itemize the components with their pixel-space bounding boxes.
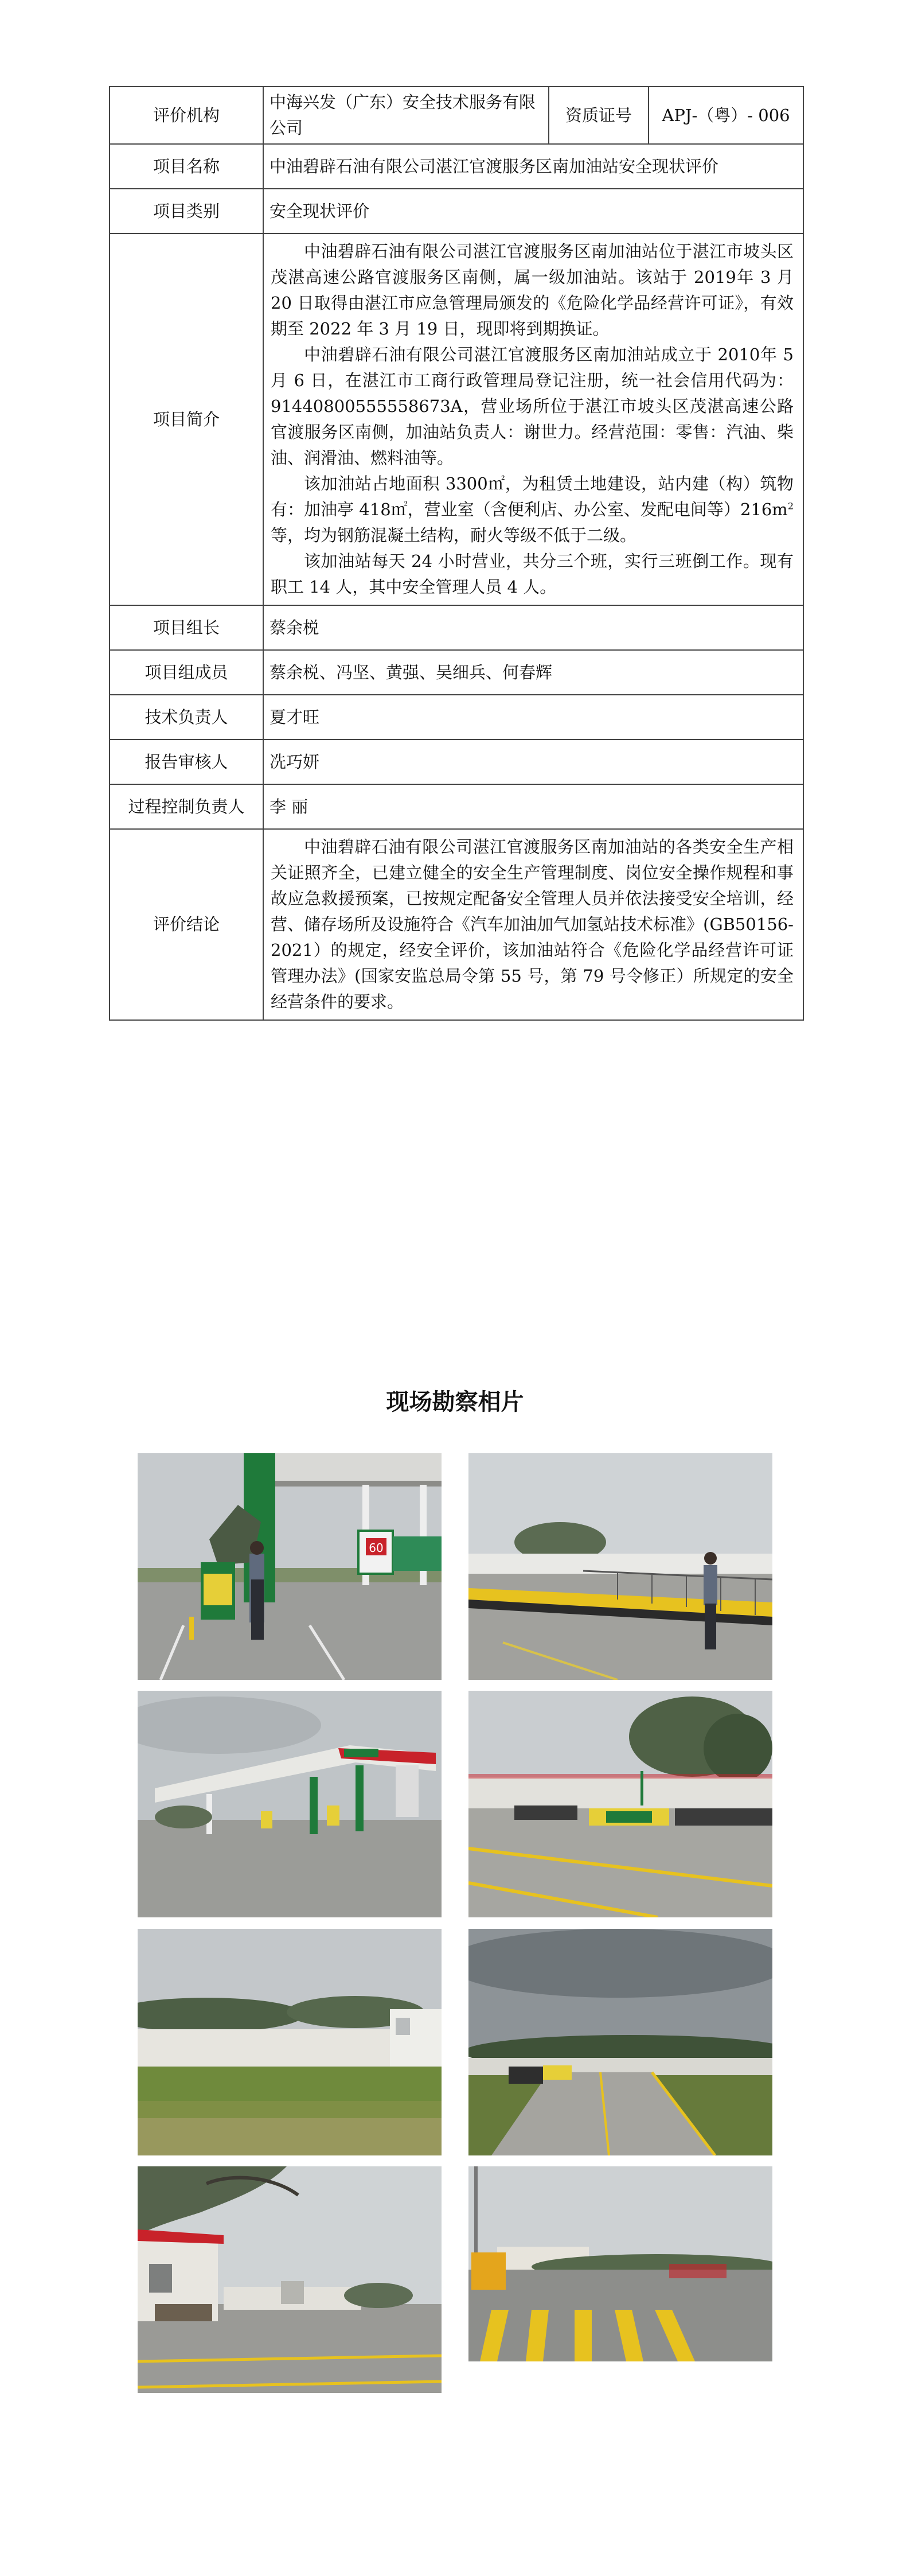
category-label: 项目类别	[110, 189, 263, 234]
photo-railing-with-inspector	[468, 1453, 772, 1680]
intro-paragraph-3-main: 该加油站占地面积 3300㎡，为租赁土地建设，站内建（构）筑物有：加油亭 418㎡，营业室（含便利店、办公室、发配电间等）	[271, 474, 794, 519]
intro-paragraph-2: 中油碧辟石油有限公司湛江官渡服务区南加油站成立于 2010年 5 月 6 日，在湛江市工商行政管理局登记注册，统一社会信用代码为：91440800555558673A，营业场所位于湛江市坡头区茂湛高速公路官渡服务区南侧，加油站负责人：谢世力。经营范围：零售：汽油、柴油、润滑油、燃料油等。	[271, 345, 794, 468]
photo-crosswalk-lot	[468, 2166, 772, 2361]
members-label: 项目组成员	[110, 650, 263, 695]
members: 蔡余棁、冯坚、黄强、吴细兵、何春辉	[263, 650, 803, 695]
photo-driveway-lane	[468, 1929, 772, 2155]
cert-label: 资质证号	[549, 87, 649, 144]
tech-label: 技术负责人	[110, 695, 263, 740]
cert-value: APJ-（粤）- 006	[649, 87, 803, 144]
reviewer-label: 报告审核人	[110, 740, 263, 784]
conclusion-paragraph: 中油碧辟石油有限公司湛江官渡服务区南加油站的各类安全生产相关证照齐全，已建立健全的安全生产管理制度、岗位安全操作规程和事故应急救援预案，已按规定配备安全管理人员并依法接受安全培训，经营、储存场所及设施符合《汽车加油加气加氢站技术标准》(GB50156-2021）的规定，经安全评价，该加油站符合《危险化学品经营许可证管理办法》(国家安监总局令第 55 号，第 79 号令修正）所规定的安全经营条件的要求。	[271, 837, 794, 1011]
photo-building-and-tree	[138, 2166, 442, 2393]
leader: 蔡余棁	[263, 605, 803, 650]
price-sign-value: 60	[369, 1541, 384, 1555]
category: 安全现状评价	[263, 189, 803, 234]
intro-area-sup: 2	[787, 500, 794, 512]
intro-paragraph-4: 该加油站每天 24 小时营业，共分三个班，实行三班倒工作。现有职工 14 人，其中安全管理人员 4 人。	[271, 551, 794, 597]
photo-perimeter-wall	[138, 1929, 442, 2155]
org-value: 中海兴发（广东）安全技术服务有限公司	[263, 87, 549, 144]
conclusion-label: 评价结论	[110, 829, 263, 1020]
org-label: 评价机构	[110, 87, 263, 144]
intro-text	[263, 234, 803, 605]
photo-canopy-overview	[138, 1691, 442, 1917]
conclusion-text	[263, 829, 803, 1020]
info-table	[109, 86, 804, 1021]
project-name-label: 项目名称	[110, 144, 263, 189]
tech: 夏才旺	[263, 695, 803, 740]
intro-paragraph-3	[271, 471, 794, 548]
project-name: 中油碧辟石油有限公司湛江官渡服务区南加油站安全现状评价	[263, 144, 803, 189]
intro-label: 项目简介	[110, 234, 263, 605]
leader-label: 项目组长	[110, 605, 263, 650]
photos-title: 现场勘察相片	[386, 1389, 524, 1415]
process-label: 过程控制负责人	[110, 784, 263, 829]
intro-area-value: 216m	[740, 500, 788, 519]
intro-paragraph-1: 中油碧辟石油有限公司湛江官渡服务区南加油站位于湛江市坡头区茂湛高速公路官渡服务区南侧，属一级加油站。该站于 2019年 3 月 20 日取得由湛江市应急管理局颁发的《危险化学品经营许可证》，有效期至 2022 年 3 月 19 日，现即将到期换证。	[271, 242, 794, 338]
reviewer: 冼巧妍	[263, 740, 803, 784]
intro-paragraph-3-tail: 等，均为钢筋混凝土结构，耐火等级不低于二级。	[271, 526, 637, 545]
photo-tank-area	[468, 1691, 772, 1917]
photo-forecourt-with-inspector	[138, 1453, 442, 1680]
process: 李 丽	[263, 784, 803, 829]
